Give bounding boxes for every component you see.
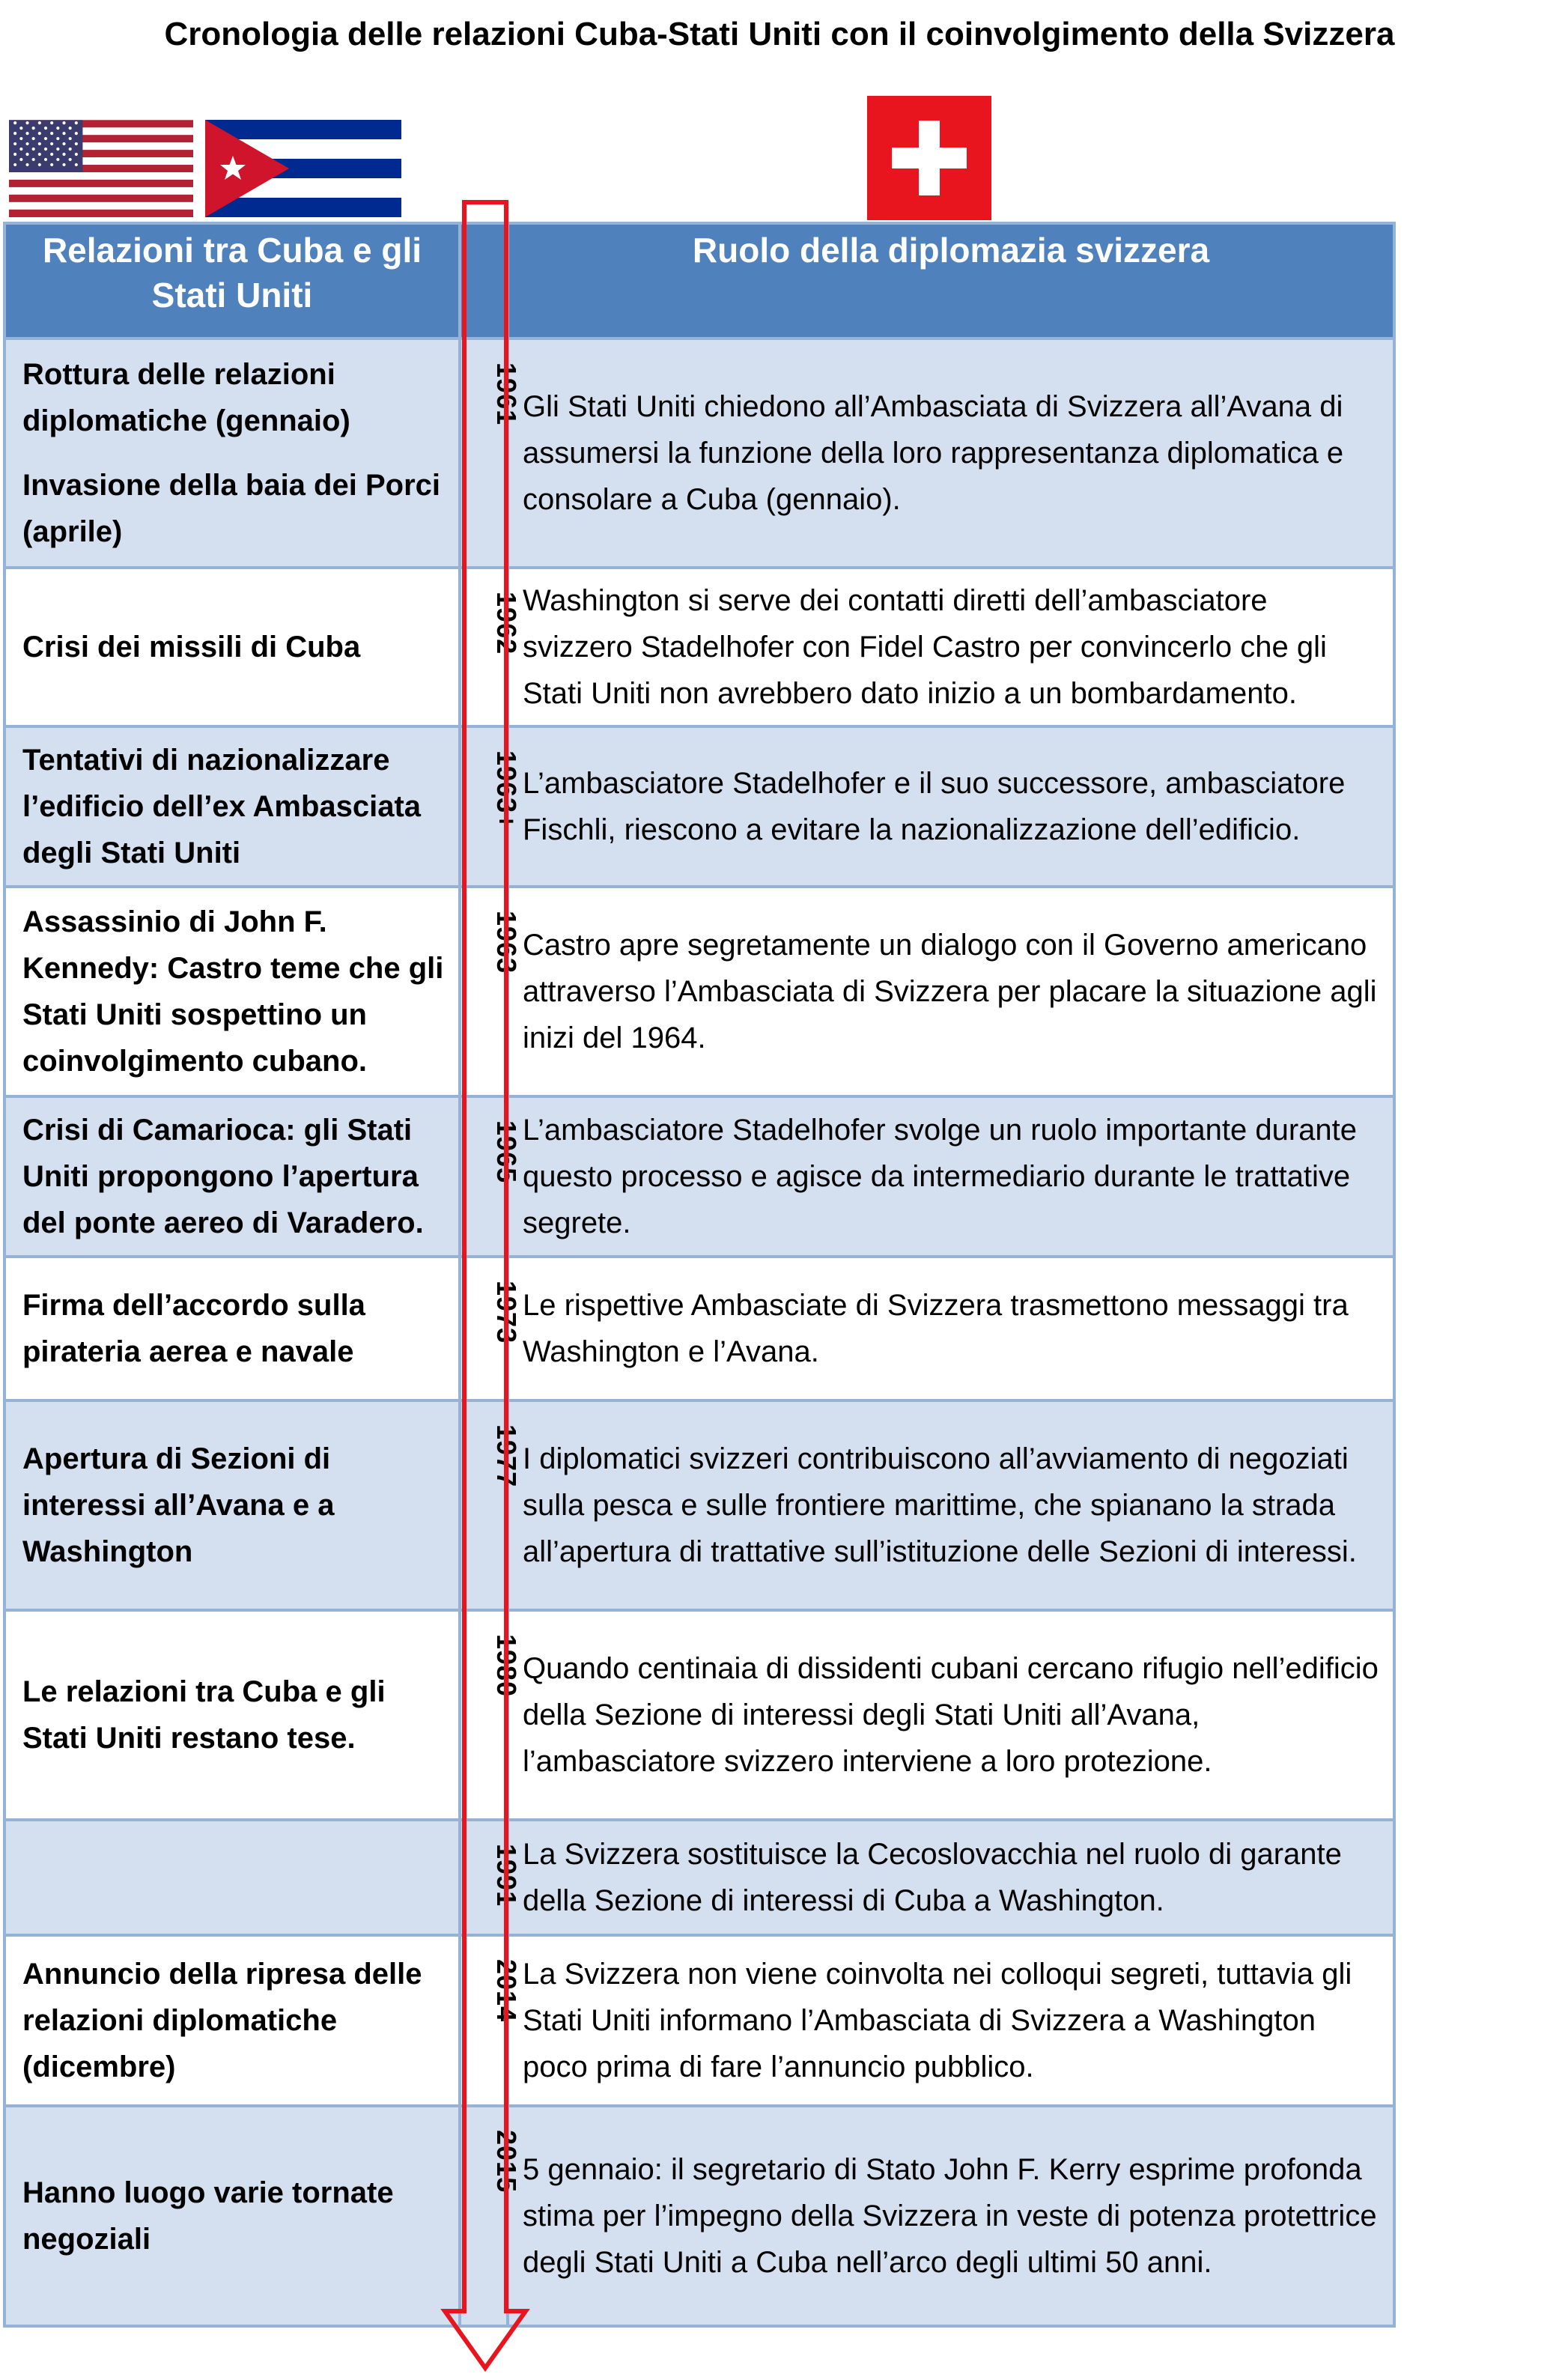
table-row bbox=[4, 1257, 1394, 1400]
page-title: Cronologia delle relazioni Cuba-Stati Uniti con il coinvolgimento della Svizzera bbox=[164, 16, 1395, 52]
usa-flag-icon bbox=[9, 120, 193, 217]
header-swiss-diplomacy: Ruolo della diplomazia svizzera bbox=[508, 223, 1394, 339]
switzerland-flag-icon bbox=[867, 96, 991, 220]
table-row bbox=[4, 339, 1394, 568]
table-row bbox=[4, 1935, 1394, 2106]
table-row bbox=[4, 887, 1394, 1096]
year-cell bbox=[460, 887, 522, 1096]
event-text: Le relazioni tra Cuba e gli Stati Uniti restano tese. bbox=[22, 1675, 386, 1755]
year-label: 1963 bbox=[491, 911, 522, 974]
swiss-role-text: Gli Stati Uniti chiedono all’Ambasciata di Svizzera all’Avana di assumersi la funzione della loro rappresentanza diplomatica e consolare a Cuba (gennaio). bbox=[508, 339, 1394, 568]
year-cell bbox=[460, 726, 522, 887]
event-text: Rottura delle relazioni diplomatiche (gennaio) bbox=[22, 358, 350, 437]
event-cell bbox=[4, 1400, 460, 1610]
event-text: Tentativi di nazionalizzare l’edificio dell’ex Ambasciata degli Stati Uniti bbox=[22, 744, 422, 869]
header-year bbox=[460, 223, 508, 339]
swiss-role-text: La Svizzera sostituisce la Cecoslovacchia nel ruolo di garante della Sezione di interessi di Cuba a Washington. bbox=[508, 1820, 1394, 1935]
swiss-role-text: 5 gennaio: il segretario di Stato John F. Kerry esprime profonda stima per l’impegno della Svizzera in veste di potenza protettrice degli Stati Uniti a Cuba nell’arco degli ultimi 50 anni. bbox=[508, 2106, 1394, 2326]
year-label: 2014 bbox=[491, 1959, 522, 2023]
event-text: Hanno luogo varie tornate negoziali bbox=[22, 2176, 394, 2256]
event-cell bbox=[4, 1096, 460, 1257]
year-label: 1980 bbox=[491, 1634, 522, 1698]
event-cell bbox=[4, 887, 460, 1096]
event-text: Crisi di Camarioca: gli Stati Uniti propongono l’apertura del ponte aereo di Varadero. bbox=[22, 1114, 424, 1239]
swiss-role-text: Castro apre segretamente un dialogo con il Governo americano attraverso l’Ambasciata di Svizzera per placare la situazione agli inizi del 1964. bbox=[508, 887, 1394, 1096]
year-label: 1973 bbox=[491, 1281, 522, 1344]
event-cell bbox=[4, 1820, 460, 1935]
swiss-role-text: L’ambasciatore Stadelhofer svolge un ruolo importante durante questo processo e agisce da intermediario durante le trattative segrete. bbox=[508, 1096, 1394, 1257]
year-cell bbox=[460, 1096, 522, 1257]
event-cell bbox=[4, 568, 460, 726]
table-row bbox=[4, 1400, 1394, 1610]
event-text: Crisi dei missili di Cuba bbox=[22, 631, 361, 664]
year-label: 1965 bbox=[491, 1120, 522, 1184]
event-cell bbox=[4, 339, 460, 568]
year-label: 2015 bbox=[491, 2130, 522, 2194]
event-cell bbox=[4, 1935, 460, 2106]
timeline-table bbox=[3, 222, 1396, 2328]
event-cell bbox=[4, 726, 460, 887]
swiss-role-text: Le rispettive Ambasciate di Svizzera trasmettono messaggi tra Washington e l’Avana. bbox=[508, 1257, 1394, 1400]
table-row bbox=[4, 568, 1394, 726]
year-label: 1963+ bbox=[491, 750, 522, 831]
year-cell bbox=[460, 339, 522, 568]
event-cell bbox=[4, 2106, 460, 2326]
year-cell bbox=[460, 1820, 522, 1935]
year-cell bbox=[460, 1935, 522, 2106]
year-cell bbox=[460, 2106, 522, 2326]
event-text: Assassinio di John F. Kennedy: Castro teme che gli Stati Uniti sospettino un coinvolgimento cubano. bbox=[22, 905, 444, 1078]
event-text: Annuncio della ripresa delle relazioni diplomatiche (dicembre) bbox=[22, 1958, 422, 2083]
table-row bbox=[4, 1820, 1394, 1935]
swiss-role-text: Quando centinaia di dissidenti cubani cercano rifugio nell’edificio della Sezione di interessi degli Stati Uniti all’Avana, l’ambasciatore svizzero interviene a loro protezione. bbox=[508, 1610, 1394, 1820]
event-cell bbox=[4, 1610, 460, 1820]
header-cuba-usa-relations: Relazioni tra Cuba e gli Stati Uniti bbox=[4, 223, 460, 339]
table-row bbox=[4, 726, 1394, 887]
table-row bbox=[4, 1096, 1394, 1257]
year-cell bbox=[460, 1257, 522, 1400]
year-label: 1961 bbox=[491, 362, 522, 426]
cuba-flag-icon bbox=[205, 120, 401, 217]
event-cell bbox=[4, 1257, 460, 1400]
table-header-row bbox=[4, 223, 1394, 339]
year-label: 1977 bbox=[491, 1424, 522, 1488]
year-label: 1962 bbox=[491, 592, 522, 655]
swiss-role-text: Washington si serve dei contatti diretti dell’ambasciatore svizzero Stadelhofer con Fidel Castro per convincerlo che gli Stati Uniti non avrebbero dato inizio a un bombardamento. bbox=[508, 568, 1394, 726]
table-row bbox=[4, 1610, 1394, 1820]
swiss-role-text: I diplomatici svizzeri contribuiscono all’avviamento di negoziati sulla pesca e sulle frontiere marittime, che spianano la strada all’apertura di trattative sull’istituzione delle Sezioni di interessi. bbox=[508, 1400, 1394, 1610]
year-cell bbox=[460, 1610, 522, 1820]
event-text: Apertura di Sezioni di interessi all’Avana e a Washington bbox=[22, 1442, 335, 1568]
year-cell bbox=[460, 568, 522, 726]
event-text: Invasione della baia dei Porci (aprile) bbox=[22, 469, 440, 548]
year-cell bbox=[460, 1400, 522, 1610]
event-text: Firma dell’accordo sulla pirateria aerea e navale bbox=[22, 1289, 365, 1368]
table-row bbox=[4, 2106, 1394, 2326]
year-label: 1991 bbox=[491, 1844, 522, 1907]
swiss-role-text: L’ambasciatore Stadelhofer e il suo successore, ambasciatore Fischli, riescono a evitare la nazionalizzazione dell’edificio. bbox=[508, 726, 1394, 887]
swiss-role-text: La Svizzera non viene coinvolta nei colloqui segreti, tuttavia gli Stati Uniti informano l’Ambasciata di Svizzera a Washington poco prima di fare l’annuncio pubblico. bbox=[508, 1935, 1394, 2106]
